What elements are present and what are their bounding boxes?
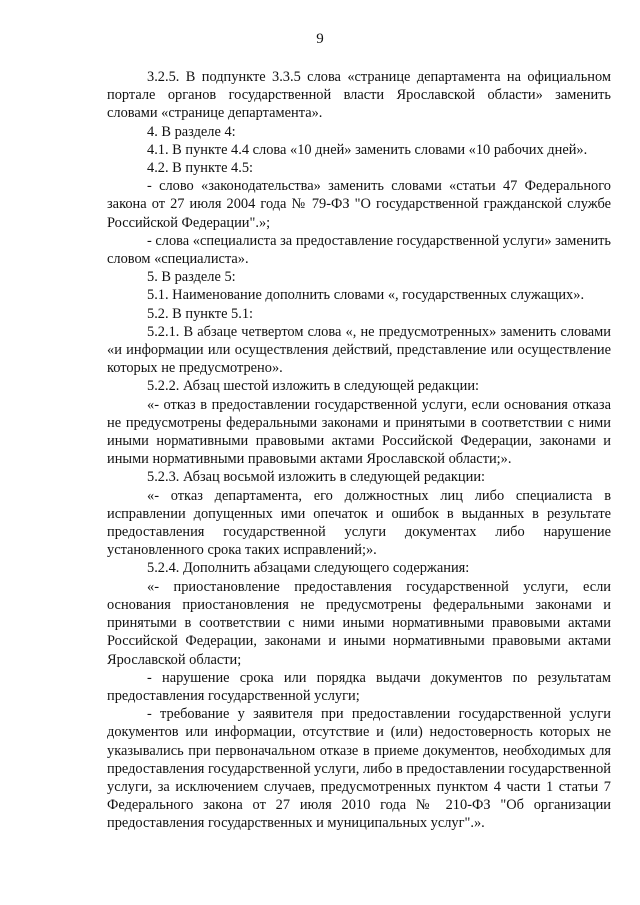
paragraph-section-4: 4. В разделе 4: — [147, 123, 236, 140]
paragraph-4-2: 4.2. В пункте 4.5: — [147, 160, 254, 177]
paragraph-5-2-2-text: «- отказ в предоставлении государственной услуги, если основания отказа не предусмотрены федеральными законами и принятыми в соответствии с ними иными нормативными правовыми актами Российской Федерации, законами и иными нормативными правовыми актами Ярославской области;». — [107, 396, 611, 468]
page-number: 9 — [316, 31, 324, 47]
paragraph-5-2-4-item-2: - нарушение срока или порядка выдачи документов по результатам предоставления государственной услуги; — [107, 669, 611, 704]
paragraph-4-1: 4.1. В пункте 4.4 слова «10 дней» заменить словами «10 рабочих дней». — [147, 141, 588, 158]
paragraph-5-1: 5.1. Наименование дополнить словами «, государственных служащих». — [147, 287, 585, 304]
paragraph-5-2-1: 5.2.1. В абзаце четвертом слова «, не предусмотренных» заменить словами «и информации или осуществления действий, представление или осуществление которых не предусмотрено». — [107, 323, 611, 377]
paragraph-4-2-item-1: - слово «законодательства» заменить словами «статьи 47 Федерального закона от 27 июля 2004 года № 79-ФЗ "О государственной гражданской службе Российской Федерации".»; — [107, 178, 611, 231]
document-body — [107, 68, 611, 833]
paragraph-3-2-5: 3.2.5. В подпункте 3.3.5 слова «странице департамента на официальном портале органов государственной власти Ярославской области» заменить словами «странице департамента». — [107, 69, 611, 122]
paragraph-5-2-4-item-3: - требование у заявителя при предоставлении государственной услуги документов или информации, отсутствие и (или) недостоверность которых не указывались при первоначальном отказе в приеме документов, необходимых для предоставления государственной услуги, либо в предоставлении государственной услуги, за исключением случаев, предусмотренных пунктом 4 части 1 статьи 7 Федерального закона от 27 июля 2010 года № 210-ФЗ "Об организации предоставления государственных и муниципальных услуг".». — [107, 706, 611, 832]
paragraph-5-2: 5.2. В пункте 5.1: — [147, 305, 254, 322]
paragraph-5-2-3: 5.2.3. Абзац восьмой изложить в следующей редакции: — [147, 469, 486, 486]
paragraph-4-2-item-2: - слова «специалиста за предоставление государственной услуги» заменить словом «специалиста». — [107, 232, 611, 268]
paragraph-5-2-2: 5.2.2. Абзац шестой изложить в следующей редакции: — [147, 378, 480, 395]
paragraph-5-2-4-item-1: «- приостановление предоставления государственной услуги, если основания приостановления не предусмотрены федеральными законами и принятыми в соответствии с ними иными нормативными правовыми актами Российской Федерации, законами и иными нормативными правовыми актами Ярославской области; — [107, 578, 611, 668]
paragraph-5-2-3-text: «- отказ департамента, его должностных лиц либо специалиста в исправлении допущенных ими опечаток и ошибок в выданных в результате предоставления государственной услуги документах либо нарушение установленного срока таких исправлений;». — [107, 487, 611, 559]
paragraph-section-5: 5. В разделе 5: — [147, 269, 236, 286]
paragraph-5-2-4: 5.2.4. Дополнить абзацами следующего содержания: — [147, 560, 470, 577]
